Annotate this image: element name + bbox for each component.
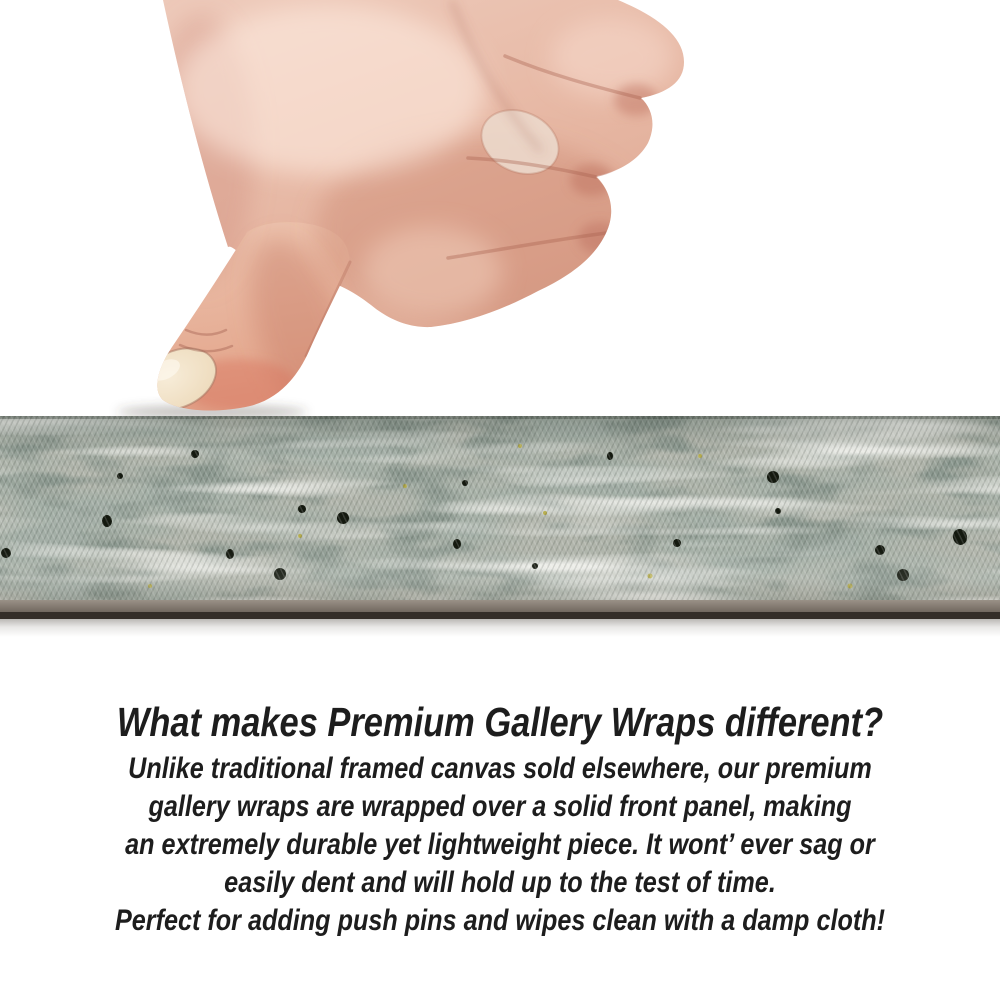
canvas-edge-photo xyxy=(0,416,1000,619)
section-heading: What makes Premium Gallery Wraps different? xyxy=(116,699,884,745)
body-line: Perfect for adding push pins and wipes clean with a damp cloth! xyxy=(114,904,886,937)
panel-edge-line xyxy=(0,612,1000,619)
body-text xyxy=(0,750,1000,940)
body-line: gallery wraps are wrapped over a solid front panel, making xyxy=(148,790,852,823)
hand-photo xyxy=(0,0,1000,416)
hero-photo xyxy=(0,0,1000,416)
body-line: an extremely durable yet lightweight piece. It wont’ ever sag or xyxy=(125,828,875,861)
canvas-texture xyxy=(0,416,1000,619)
body-line: Unlike traditional framed canvas sold elsewhere, our premium xyxy=(128,752,872,785)
marketing-copy xyxy=(0,699,1000,940)
canvas-strip-shadow xyxy=(0,619,1000,637)
panel-edge xyxy=(0,600,1000,613)
body-line: easily dent and will hold up to the test of time. xyxy=(224,866,776,899)
